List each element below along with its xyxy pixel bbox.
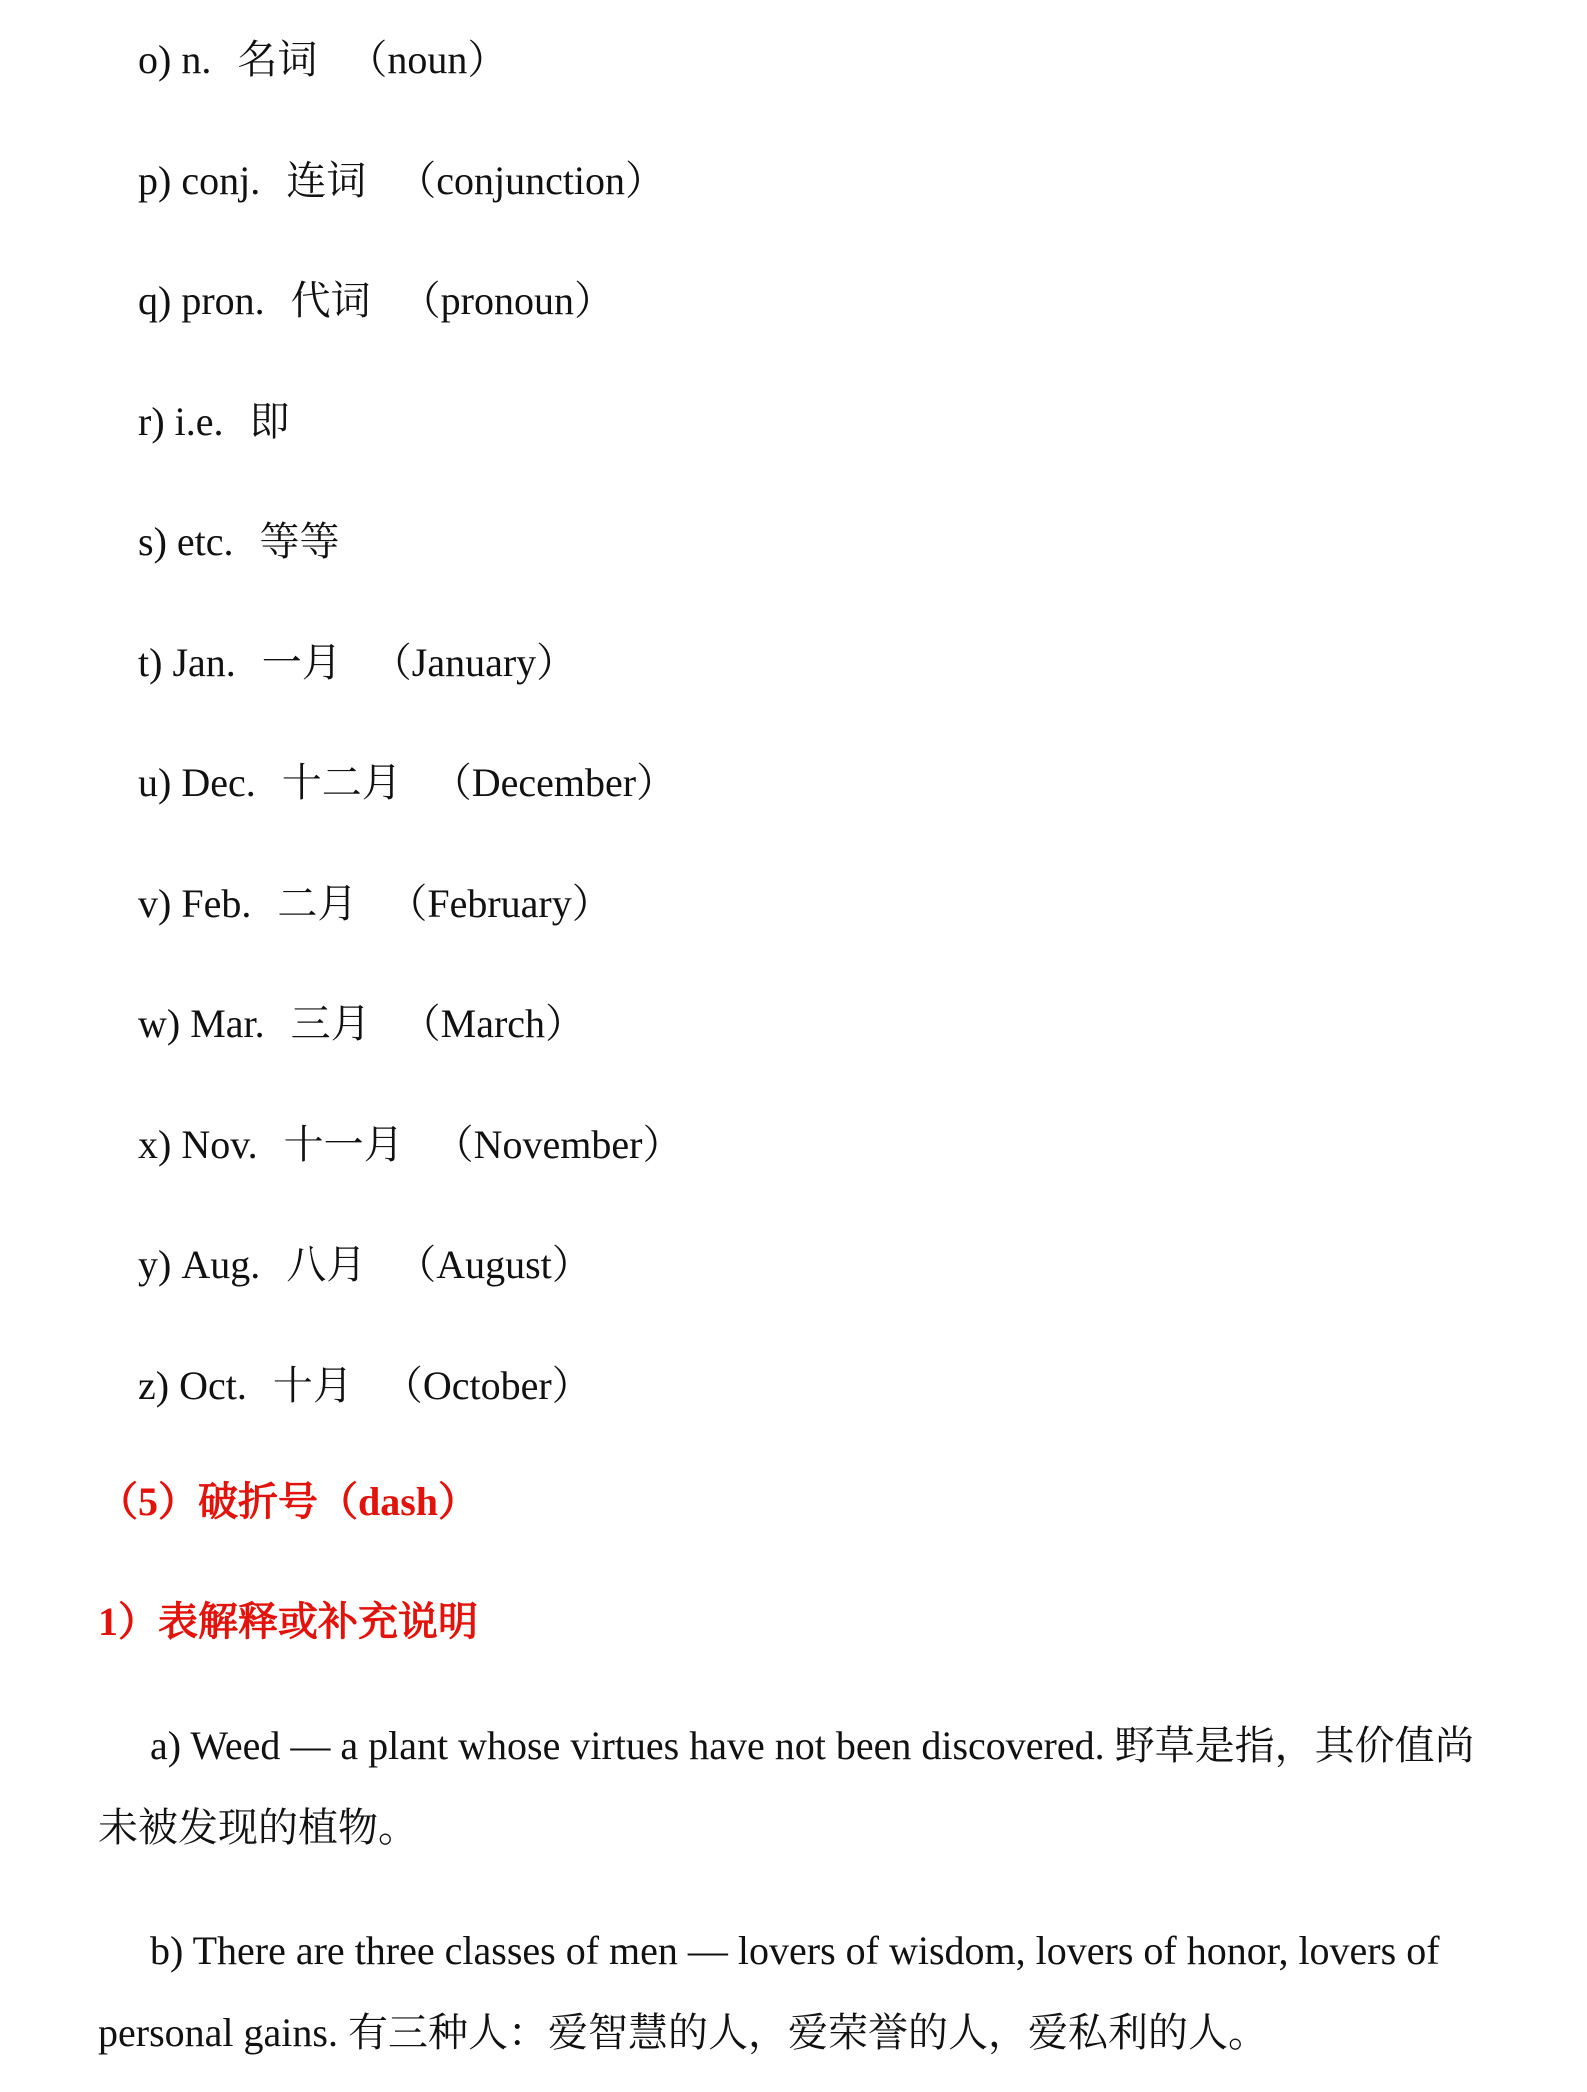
english-meaning: （November）: [433, 1121, 683, 1167]
abbreviation: Dec.: [181, 760, 256, 805]
item-marker: o): [138, 37, 172, 82]
item-marker: t): [138, 639, 163, 685]
list-item: [138, 633, 682, 754]
abbreviation: i.e.: [174, 398, 224, 444]
list-item: [138, 512, 682, 633]
abbreviation: Oct.: [179, 1362, 247, 1408]
english-meaning: （January）: [371, 639, 577, 685]
example-paragraph: b) There are three classes of men — lovers of wisdom, lovers of honor, lovers of personal gains. 有三种人：爱智慧的人，爱荣誉的人，爱私利的人。: [98, 1928, 1440, 2055]
abbreviation-list: [138, 30, 682, 1476]
chinese-meaning: 连词: [286, 157, 367, 203]
chinese-meaning: 十月: [272, 1362, 353, 1408]
abbreviation: Nov.: [181, 1121, 258, 1167]
list-item: [138, 30, 682, 151]
list-item: [138, 271, 682, 392]
chinese-meaning: 十一月: [283, 1121, 404, 1167]
item-marker: y): [138, 1242, 172, 1287]
english-meaning: （October）: [382, 1362, 592, 1408]
list-item: [138, 874, 682, 995]
english-meaning: （pronoun）: [400, 278, 614, 323]
section-heading: （5）破折号（dash）: [98, 1479, 479, 1524]
item-marker: p): [138, 157, 172, 203]
chinese-meaning: 等等: [259, 519, 340, 564]
example-paragraph: a) Weed — a plant whose virtues have not been discovered. 野草是指，其价值尚未被发现的植物。: [98, 1723, 1475, 1850]
chinese-meaning: 一月: [261, 639, 342, 685]
english-meaning: （August）: [396, 1242, 592, 1287]
list-item: [138, 1356, 682, 1477]
item-marker: w): [138, 1001, 181, 1046]
item-marker: v): [138, 880, 172, 926]
english-meaning: （conjunction）: [396, 157, 666, 203]
item-marker: q): [138, 278, 172, 323]
item-marker: s): [138, 519, 167, 564]
item-marker: r): [138, 398, 165, 444]
abbreviation: n.: [181, 37, 212, 82]
abbreviation: Jan.: [172, 639, 236, 685]
sub-heading: 1）表解释或补充说明: [98, 1599, 478, 1644]
abbreviation: Mar.: [190, 1001, 265, 1046]
list-item: [138, 151, 682, 272]
chinese-meaning: 八月: [286, 1242, 367, 1287]
item-marker: u): [138, 760, 172, 805]
abbreviation: etc.: [176, 519, 234, 564]
list-item: [138, 1235, 682, 1356]
list-item: [138, 392, 682, 513]
item-marker: z): [138, 1362, 170, 1408]
abbreviation: Aug.: [181, 1242, 261, 1287]
chinese-meaning: 二月: [277, 880, 358, 926]
chinese-meaning: 名词: [237, 37, 318, 82]
list-item: [138, 994, 682, 1115]
chinese-meaning: 即: [249, 398, 290, 444]
english-meaning: （February）: [387, 880, 612, 926]
chinese-meaning: 代词: [290, 278, 371, 323]
list-item: [138, 753, 682, 874]
abbreviation: Feb.: [181, 880, 252, 926]
list-item: [138, 1115, 682, 1236]
abbreviation: pron.: [181, 278, 265, 323]
chinese-meaning: 十二月: [281, 760, 402, 805]
english-meaning: （noun）: [347, 37, 508, 82]
english-meaning: （December）: [431, 760, 677, 805]
item-marker: x): [138, 1121, 172, 1167]
english-meaning: （March）: [400, 1001, 586, 1046]
abbreviation: conj.: [181, 157, 261, 203]
chinese-meaning: 三月: [290, 1001, 371, 1046]
